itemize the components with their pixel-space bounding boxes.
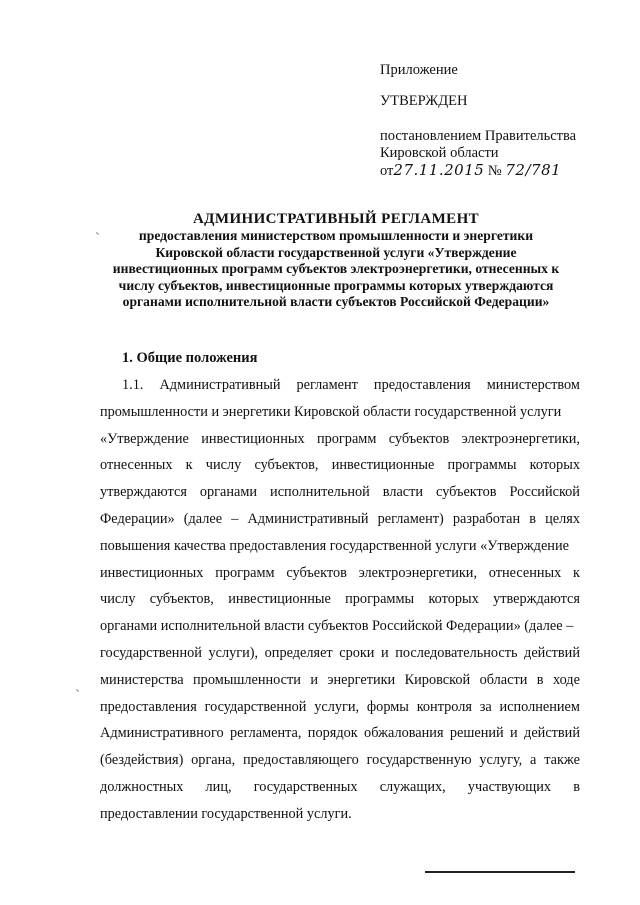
paragraph-word: к <box>185 457 193 474</box>
title-line-5: органами исполнительной власти субъектов Российской Федерации» <box>122 294 550 309</box>
paragraph-word: в <box>529 510 537 527</box>
paragraph-word: Административного <box>100 725 224 742</box>
title-line-1: предоставления министерством промышленности и энергетики <box>138 228 534 243</box>
paragraph-word: а <box>530 752 537 769</box>
paragraph-word: государственной <box>100 644 202 661</box>
paragraph-word: программ <box>316 430 377 447</box>
paragraph-word: Административный <box>159 377 281 393</box>
document-title-block <box>96 210 576 311</box>
paragraph-line <box>100 560 580 587</box>
paragraph-word: числу <box>100 591 136 608</box>
from-prefix: от <box>380 163 394 179</box>
paragraph-word: органа, <box>191 752 236 769</box>
paragraph-word: программы <box>447 457 517 474</box>
paragraph-word: субъектов <box>286 564 347 581</box>
paragraph-word: «Утверждение <box>100 430 189 447</box>
paragraph-word: инвестиционных <box>201 430 305 447</box>
paragraph-word: в <box>573 778 580 795</box>
paragraph-word: 1.1. <box>122 377 144 393</box>
paragraph-word: услуги), <box>208 644 259 661</box>
paragraph-word: обжалования <box>364 725 444 742</box>
paragraph-line <box>100 747 580 774</box>
paragraph-word: лиц, <box>205 778 232 795</box>
paragraph-word: электроэнергетики, <box>358 564 478 581</box>
paragraph-word: и <box>510 725 518 742</box>
paragraph-line <box>100 479 580 506</box>
paragraph-word: и <box>381 644 389 661</box>
paragraph-word: формы <box>366 698 409 715</box>
paragraph-word: определяет <box>264 644 333 661</box>
paragraph-word: также <box>544 752 580 769</box>
paragraph-word: Административный <box>247 510 369 527</box>
paragraph-word: регламент) <box>377 510 444 527</box>
paragraph-line <box>100 667 580 694</box>
paragraph-word: (далее <box>183 510 223 527</box>
document-title: АДМИНИСТРАТИВНЫЙ РЕГЛАМЕНТ <box>192 211 480 227</box>
paragraph-word: органами <box>199 484 258 501</box>
paragraph-line <box>100 533 580 560</box>
paragraph-word: инвестиционных <box>100 564 204 581</box>
handwritten-number: 72/781 <box>505 161 562 179</box>
paragraph-word: предоставляющего <box>243 752 359 769</box>
paragraph-word: государственных <box>253 778 358 795</box>
paragraph-word: промышленности <box>193 671 301 688</box>
paragraph-word: Федерации» <box>100 510 175 527</box>
paragraph-word: действий <box>524 725 580 742</box>
paragraph-word: контроля <box>416 698 472 715</box>
paragraph-word: министерством <box>486 377 580 393</box>
title-line-2: Кировской области государственной услуги «Утверждение <box>155 244 517 260</box>
number-sign: № <box>487 163 502 179</box>
paragraph-word: в <box>536 671 544 688</box>
paragraph-word: субъектов <box>436 484 497 501</box>
paragraph-line <box>100 640 580 667</box>
scan-speck <box>76 689 79 692</box>
paragraph-word: сроки <box>339 644 375 661</box>
paragraph-word: исполнительной <box>270 484 370 501</box>
paragraph-word: министерства <box>100 671 184 688</box>
paragraph-word: и <box>310 671 318 688</box>
paragraph-word: власти <box>382 484 424 501</box>
paragraph-word: промышленности и энергетики Кировской области государственной услуги <box>100 403 562 420</box>
paragraph-word: должностных <box>100 778 184 795</box>
paragraph-word: порядок <box>307 725 358 742</box>
paragraph-word: области <box>479 671 528 688</box>
decree-line-2: Кировской области <box>380 145 499 161</box>
paragraph-word: которых <box>529 457 580 474</box>
paragraph-word: целях <box>545 510 580 527</box>
paragraph-line <box>100 506 580 533</box>
paragraph-word: которых <box>428 591 479 608</box>
paragraph-word: исполнением <box>499 698 580 715</box>
paragraph-word: за <box>479 698 492 715</box>
paragraph-word: действий <box>524 644 580 661</box>
paragraph-word: числу <box>205 457 242 474</box>
paragraph-line <box>100 774 580 801</box>
paragraph-word: предоставления <box>373 377 471 393</box>
paragraph-word: регламента, <box>229 725 302 742</box>
title-line-3: инвестиционных программ субъектов электроэнергетики, отнесенных к <box>112 261 560 276</box>
footer-rule <box>425 871 575 873</box>
decree-line-1: постановлением Правительства <box>380 128 577 144</box>
paragraph-word: регламент <box>296 377 358 393</box>
paragraph-word: отнесенных <box>488 564 562 581</box>
paragraph-line <box>100 426 580 453</box>
appendix-label: Приложение <box>380 62 458 78</box>
section-paragraph <box>100 372 580 828</box>
title-line-4: числу субъектов, инвестиционные программы которых утверждаются <box>118 277 554 293</box>
paragraph-line <box>100 694 580 721</box>
handwritten-date: 27.11.2015 <box>393 161 485 179</box>
paragraph-word: услугу, <box>479 752 523 769</box>
paragraph-word: Российской <box>509 484 580 501</box>
paragraph-word: (бездействия) <box>100 752 184 769</box>
paragraph-line <box>100 801 580 828</box>
paragraph-word: к <box>573 564 580 581</box>
paragraph-word: программы <box>345 591 415 608</box>
paragraph-word: инвестиционные <box>331 457 435 474</box>
paragraph-word: утверждаются <box>100 484 187 501</box>
paragraph-line <box>100 372 580 399</box>
paragraph-word: предоставлении государственной услуги. <box>100 805 352 822</box>
paragraph-word: служащих, <box>379 778 446 795</box>
paragraph-word: субъектов, <box>149 591 214 608</box>
paragraph-word: субъектов, <box>254 457 319 474</box>
paragraph-word: инвестиционные <box>228 591 331 608</box>
paragraph-word: решений <box>449 725 504 742</box>
paragraph-word: последовательность <box>395 644 518 661</box>
paragraph-line <box>100 586 580 613</box>
paragraph-word: повышения качества предоставления государственной услуги «Утверждение <box>100 537 569 554</box>
paragraph-line <box>100 399 580 426</box>
approved-label: УТВЕРЖДЕН <box>380 93 468 109</box>
paragraph-word: Кировской <box>404 671 471 688</box>
paragraph-word: ходе <box>552 671 580 688</box>
approval-stamp-block <box>380 62 620 180</box>
decree-date-number-line <box>380 162 620 180</box>
paragraph-word: энергетики <box>327 671 396 688</box>
paragraph-word: программ <box>215 564 275 581</box>
paragraph-word: утверждаются <box>493 591 580 608</box>
paragraph-word: электроэнергетики, <box>461 430 580 447</box>
paragraph-word: государственную <box>366 752 472 769</box>
paragraph-word: – <box>231 510 239 527</box>
paragraph-word: разработан <box>452 510 521 527</box>
paragraph-word: органами исполнительной власти субъектов Российской Федерации» (далее – <box>100 618 574 635</box>
paragraph-word: предоставления <box>100 698 197 715</box>
paragraph-word: отнесенных <box>100 457 173 474</box>
section-heading: 1. Общие положения <box>122 350 258 366</box>
paragraph-word: субъектов <box>388 430 450 447</box>
paragraph-word: государственной <box>204 698 307 715</box>
paragraph-word: участвующих <box>467 778 552 795</box>
paragraph-line <box>100 613 580 640</box>
paragraph-word: услуги, <box>314 698 360 715</box>
paragraph-line <box>100 720 580 747</box>
paragraph-line <box>100 452 580 479</box>
